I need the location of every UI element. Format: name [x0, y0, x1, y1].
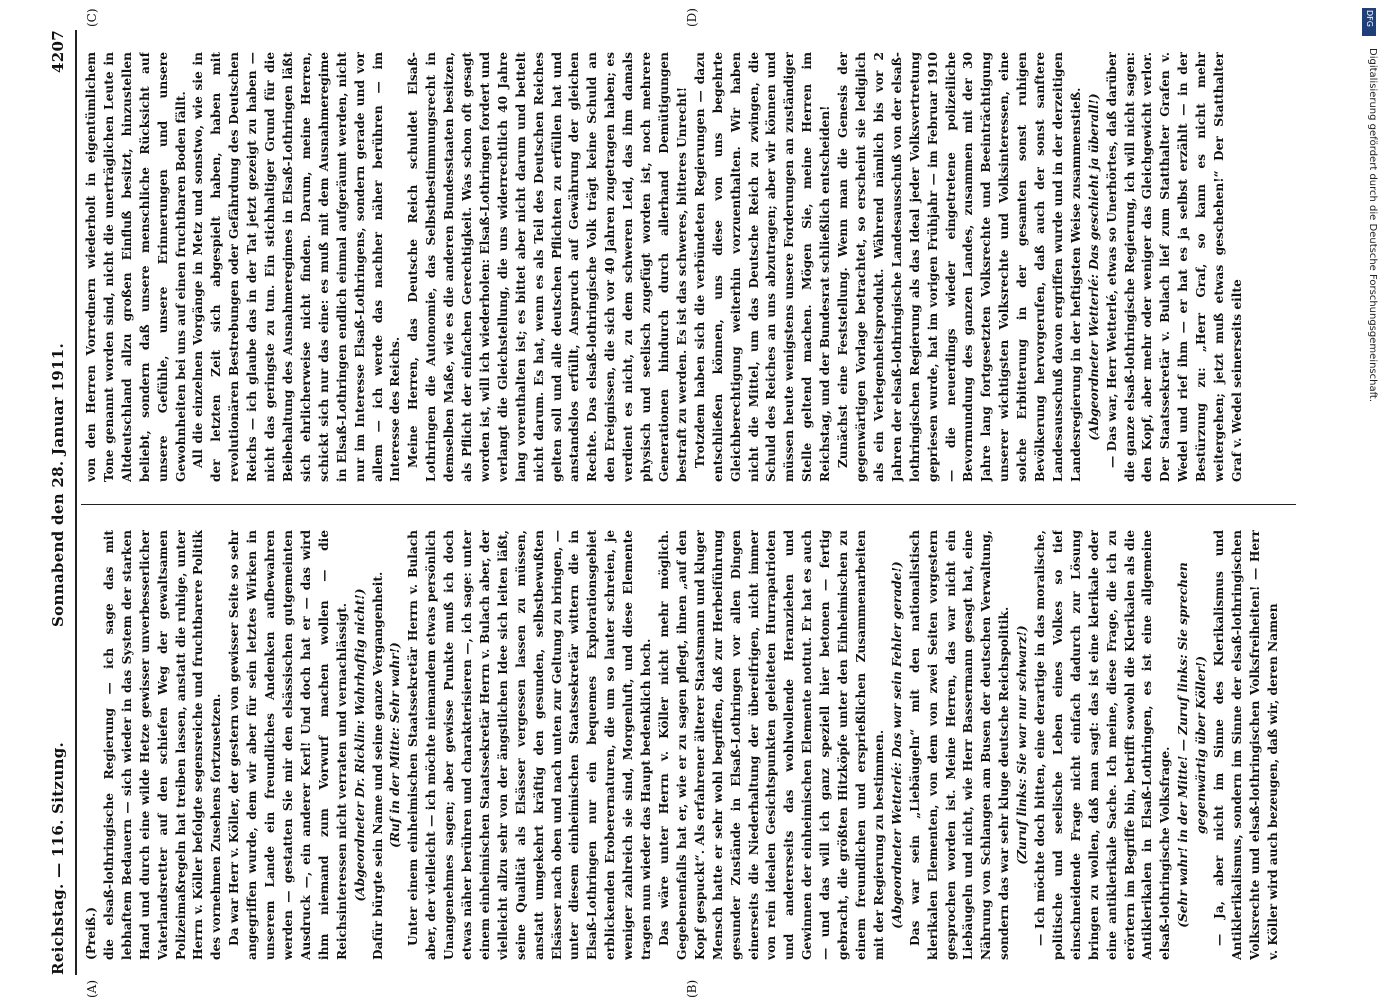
paragraph: von den Herren Vorrednern wiederholt in eigentümlichem Tone genannt worden sind, nicht die unerträglichen Leute in Altdeutschland allzu großen Einfluß besitzt, hinzustellen beliebt, sondern daß unsere menschliche Rücksicht auf unsere Gefühle, unsere Erinnerungen und unsere Gewohnheiten bei uns auf einen fruchtbaren Boden fällt. — [84, 52, 188, 482]
paragraph: Dafür bürgte sein Name und seine ganze Vergangenheit. — [370, 571, 385, 960]
margin-marker-a: (A) — [85, 979, 99, 998]
interjection: (Abgeordneter Dr. Ricklin: Wahrhaftig nicht!) — [352, 588, 367, 902]
interjection: (Zuruf links: Sie war nur schwarz!) — [1015, 625, 1030, 865]
dfg-logo: DFG — [1362, 8, 1376, 36]
left-text-column — [83, 530, 1293, 960]
header-session: Reichstag. — 116. Sitzung. — [49, 741, 67, 975]
watermark-text: Digitalisierung gefördert durch die Deutsche Forschungsgemeinschaft. — [1367, 48, 1378, 403]
rotated-page-content — [45, 0, 1345, 1000]
paragraph: Meine Herren, das Deutsche Reich schuldet Elsaß-Lothringen die Autonomie, das Selbstbestimmungsrecht in demselben Maße, wie es die anderen Bundesstaaten besitzen, als Pflicht der einfachen Gerechtigkeit. Was schon oft gesagt worden ist, will ich wiederholen: Elsaß-Lothringen fordert und verlangt die Gleichstellung, die uns widerrechtlich 40 Jahre lang vorenthalten ist; es bittet aber nicht darum und bettelt nicht darum. Es hat, wenn es als Teil des Deutschen Reiches gelten soll und alle deutschen Pflichten zu erfüllen hat und anstandslos erfüllt, Anspruch auf Gewährung der gleichen Rechte. Das elsaß-lothringische Volk trägt keine Schuld an den Ereignissen, die sich vor 40 Jahren zugetragen haben; es verdient es nicht, zu dem schweren Leid, das ihm damals physisch und seelisch zugefügt worden ist, noch mehrere Generationen hindurch durch allerhand Demütigungen bestraft zu werden. Es ist das schweres, bitteres Unrecht! — [406, 52, 689, 482]
paragraph: die elsaß-lothringische Regierung — ich sage das mit lebhaftem Bedauern — sich wieder in das System der starken Hand und durch eine wilde Hetze gewisser unverbesserlicher Vaterlandsretter auf den schiefen Weg der gewaltsamen Polizeimaßregeln hat treiben lassen, anstatt die ruhige, unter Herrn v. Köller befolgte segensreiche und fruchtbarere Politik des vornehmen Zusehens fortzusetzen. — [101, 530, 224, 960]
paragraph: Da war Herr v. Köller, der gestern von gewisser Seite so sehr angegriffen wurde, dem wir aber für sein letztes Wirken in unserem Lande ein freundliches Andenken aufbewahren werden — gestatten Sie mir den elsässischen gutgemeinten Ausdruck —, ein anderer Kerl! Und doch hat er — das wird ihm niemand zum Vorwurf machen wollen — die Reichsinteressen nicht verraten und vernachlässigt. — [227, 530, 349, 960]
paragraph: — Ja, aber nicht im Sinne des Klerikalismus und Antiklerikalismus, sondern im Sinne der elsaß-lothringischen Volksrechte und elsaß-lothringischen Volksfreiheiten! — Herr v. Köller wird auch bezeugen, daß wir, deren Namen — [1212, 530, 1280, 960]
page-number: 4207 — [49, 30, 67, 73]
paragraph: Das wäre unter Herrn v. Köller nicht mehr möglich. Gegebenenfalls hat er, wie er zu sagen pflegt, ihnen „auf den Kopf gespuckt“. Als erfahrener älterer Staatsmann und kluger Mensch hatte er sehr wohl begriffen, daß zur Herbeiführung gesunder Zustände in Elsaß-Lothringen vor allen Dingen einerseits die Niederhaltung der übereifrigen, nicht immer von rein idealen Gesichtspunkten geleiteten Hurrapatrioten und andererseits das wohlwollende Heranziehen und Gewinnen der einheimischen Elemente nottut. Er hat es auch — und das will ich ganz speziell hier betonen — fertig gebracht, die größten Hitzköpfe unter den Einheimischen zu einem freundlichen und ersprießlichen Zusammenarbeiten mit der Regierung zu bestimmen. — [657, 530, 886, 960]
paragraph: Unter einem einheimischen Staatssekretär Herrn v. Bulach aber, der vielleicht — ich möchte niemandem etwas persönlich Unangenehmes sagen; aber gewisse Punkte muß ich doch etwas näher berühren und charakterisieren —, ich sage: unter einem einheimischen Staatssekretär Herrn v. Bulach aber, der vielleicht allzu sehr von der ängstlichen Idee sich leiten läßt, seine Qualität als Elsässer vergessen lassen zu müssen, anstatt umgekehrt kräftig den gesunden, selbstbewußten Elsässer nach oben und nach unten zur Geltung zu bringen, — unter diesem einheimischen Staatssekretär wittern die in Elsaß-Lothringen nur ein bequemes Explorationsgebiet erblickenden Eroberernaturen, die um so lauter schreien, je weniger zahlreich sie sind, Morgenluft, und diese Elemente tragen nun wieder das Haupt bedenklich hoch. — [406, 530, 654, 960]
interjection: (Ruf in der Mitte: Sehr wahr!) — [388, 642, 403, 848]
margin-marker-b: (B) — [685, 979, 699, 998]
dfg-watermark — [1362, 8, 1378, 998]
paragraph: — Ich möchte doch bitten, eine derartige in das moralische, politische und seelische Leben eines Volkes so tief einschneidende Frage nicht einfach dadurch zur Lösung bringen zu wollen, daß man sagt: das ist eine klerikale oder eine antiklerikale Sache. Ich meine, diese Frage, die ich zu erörtern im Begriffe bin, betrifft sowohl die Klerikalen als die Antiklerikalen in Elsaß-Lothringen, es ist eine allgemeine elsaß-lothringische Volksfrage. — [1033, 530, 1173, 960]
paragraph: Das war sein „Liebäugeln“ mit den nationalistisch klerikalen Elementen, von dem von zwei Seiten vorgestern gesprochen worden ist. Meine Herren, das war nicht ein Liebäugeln und nicht, wie Herr Bassermann gesagt hat, eine Nährung von Schlangen am Busen der deutschen Verwaltung, sondern das war sehr kluge deutsche Reichspolitik. — [907, 530, 1012, 960]
header-rule — [75, 30, 77, 975]
paragraph: (Preiß.) — [84, 906, 98, 960]
paragraph: All die einzelnen Vorgänge in Metz und sonstwo, wie sie in der letzten Zeit sich abgespielt haben, haben mit revolutionären Bestrebungen oder Gefährdung des Deutschen Reichs — ich glaube das in der Tat jetzt gezeigt zu haben — nicht das geringste zu tun. Ein stichhaltiger Grund für die Beibehaltung des Ausnahmeregimes in Elsaß-Lothringen läßt sich ehrlicherweise nicht finden. Darum, meine Herren, schickt sich nur das eine: es muß mit dem Ausnahmeregime in Elsaß-Lothringen endlich einmal aufgeräumt werden, nicht nur im Interesse Elsaß-Lothringens, sondern gerade und vor allem — ich werde das nachher näher berühren — im Interesse des Reichs. — [191, 52, 403, 482]
margin-marker-c: (C) — [85, 8, 99, 27]
paragraph: — Das war, Herr Wetterlé, etwas so Unerhörtes, daß darüber die ganze elsaß-lothringische Regierung, ich will nicht sagen: den Kopf, aber mehr oder weniger das Gleichgewicht verlor. Der Staatssekretär v. Bulach lief zum Statthalter Grafen v. Wedel und rief ihm — er hat es ja selbst erzählt — in der Bestürzung zu: „Herr Graf, so kann es nicht mehr weitergehen; jetzt muß etwas geschehen!“ Der Statthalter Graf v. Wedel seinerseits eilte — [1104, 52, 1244, 482]
paragraph: Zunächst eine Feststellung. Wenn man die Genesis der gegenwärtigen Vorlage betrachtet, so erscheint sie lediglich als ein Verlegenheitsprodukt. Während nämlich bis vor 2 Jahren der elsaß-lothringische Landesausschuß von der elsaß-lothringischen Regierung als das Ideal jeder Volksvertretung gepriesen wurde, hat im vorigen Frühjahr — im Februar 1910 — die neuerdings wieder eingetretene polizeiliche Bevormundung des ganzen Landes, zusammen mit der 30 Jahre lang fortgesetzten Volksrechte und Beeinträchtigung unserer wichtigsten Volksrechte und Volksinteressen, eine solche Erbitterung in der gesamten sonst ruhigen Bevölkerung hervorgerufen, daß auch der sonst sanftere Landesausschuß davon ergriffen wurde und in der derzeitigen Landesregierung in der heftigsten Weise zusammenstieß. — [836, 52, 1083, 482]
header-date: Sonnabend den 28. Januar 1911. — [49, 343, 67, 627]
column-divider — [81, 504, 1296, 505]
margin-marker-d: (D) — [685, 8, 699, 27]
interjection: (Abgeordneter Wetterlé: Das geschieht ja überall!) — [1086, 93, 1101, 441]
interjection: (Abgeordneter Wetterlé: Das war sein Fehler gerade!) — [889, 561, 904, 929]
interjection: (Sehr wahr! in der Mitte! — Zuruf links: Sie sprechen gegenwärtig über Köller!) — [1176, 562, 1209, 928]
right-text-column — [83, 52, 1293, 482]
page-header — [45, 30, 73, 975]
paragraph: Trotzdem haben sich die verbündeten Regierungen — dazu entschließen können, uns diese von uns begehrte Gleichberechtigung weiterhin vorzuenthalten. Wir haben nicht die Mittel, um das Deutsche Reich zu zwingen, die Schuld des Reiches an uns abzutragen; aber wir können und müssen heute wenigstens unsere Forderungen an zuständiger Stelle geltend machen. Mögen Sie, meine Herren im Reichstag, und der Bundesrat schließlich entscheiden! — [692, 52, 833, 482]
